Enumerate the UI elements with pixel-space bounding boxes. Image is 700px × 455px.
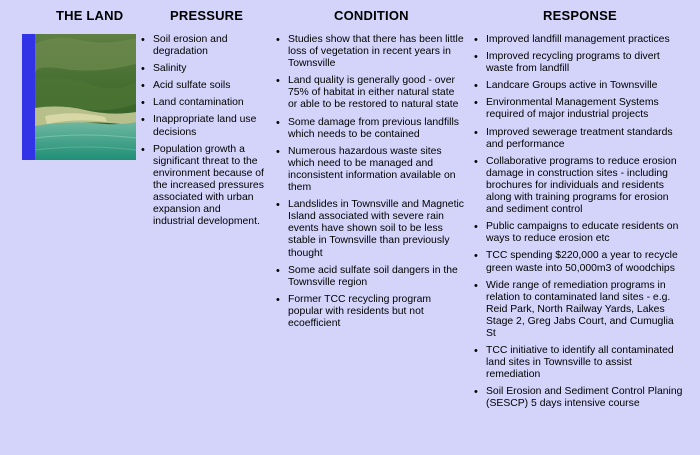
response-item: • Improved landfill management practices	[474, 34, 686, 46]
pressure-list	[141, 34, 265, 233]
response-item: • Environmental Management Systems required of major industrial projects	[474, 97, 686, 121]
response-item: • Improved sewerage treatment standards and performance	[474, 127, 686, 151]
condition-list	[276, 34, 466, 335]
header-the-land: THE LAND	[56, 8, 124, 23]
header-condition: CONDITION	[334, 8, 409, 23]
response-item: • TCC initiative to identify all contaminated land sites in Townsville to assist remediation	[474, 345, 686, 381]
response-item: • Landcare Groups active in Townsville	[474, 80, 686, 92]
pressure-item: • Acid sulfate soils	[141, 80, 265, 92]
condition-item: • Studies show that there has been little loss of vegetation in recent years in Townsville	[276, 34, 466, 70]
header-pressure: PRESSURE	[170, 8, 244, 23]
pressure-item: • Salinity	[141, 63, 265, 75]
photo-accent-bar	[22, 34, 35, 160]
condition-item: • Numerous hazardous waste sites which need to be managed and inconsistent information available on them	[276, 146, 466, 194]
landscape-image	[35, 34, 136, 160]
condition-item: • Former TCC recycling program popular with residents but not ecoefficient	[276, 294, 466, 330]
land-photo	[22, 34, 136, 160]
condition-item: • Some damage from previous landfills which needs to be contained	[276, 117, 466, 141]
response-item: • Improved recycling programs to divert waste from landfill	[474, 51, 686, 75]
header-response: RESPONSE	[543, 8, 617, 23]
condition-item: • Some acid sulfate soil dangers in the Townsville region	[276, 265, 466, 289]
response-item: • TCC spending $220,000 a year to recycle green waste into 50,000m3 of woodchips	[474, 250, 686, 274]
response-item: • Public campaigns to educate residents on ways to reduce erosion etc	[474, 221, 686, 245]
condition-item: • Land quality is generally good - over 75% of habitat in either natural state or able to be restored to natural state	[276, 75, 466, 111]
response-item: • Wide range of remediation programs in relation to contaminated land sites - e.g. Reid Park, North Railway Yards, Lakes Stage 2, Greg Jabs Court, and Cumuglia St	[474, 280, 686, 340]
response-item: • Soil Erosion and Sediment Control Planing (SESCP) 5 days intensive course	[474, 386, 686, 410]
pressure-item: • Land contamination	[141, 97, 265, 109]
condition-item: • Landslides in Townsville and Magnetic Island associated with severe rain events have shown soil to be less stable in Townsville than previously thought	[276, 199, 466, 259]
pressure-item: • Soil erosion and degradation	[141, 34, 265, 58]
response-item: • Collaborative programs to reduce erosion damage in construction sites - including brochures for individuals and residents along with training programs for erosion and sediment control	[474, 156, 686, 216]
pressure-item: • Inappropriate land use decisions	[141, 114, 265, 138]
pressure-item: • Population growth a significant threat to the environment because of the increased pressures associated with urban expansion and industrial development.	[141, 144, 265, 229]
response-list	[474, 34, 686, 416]
